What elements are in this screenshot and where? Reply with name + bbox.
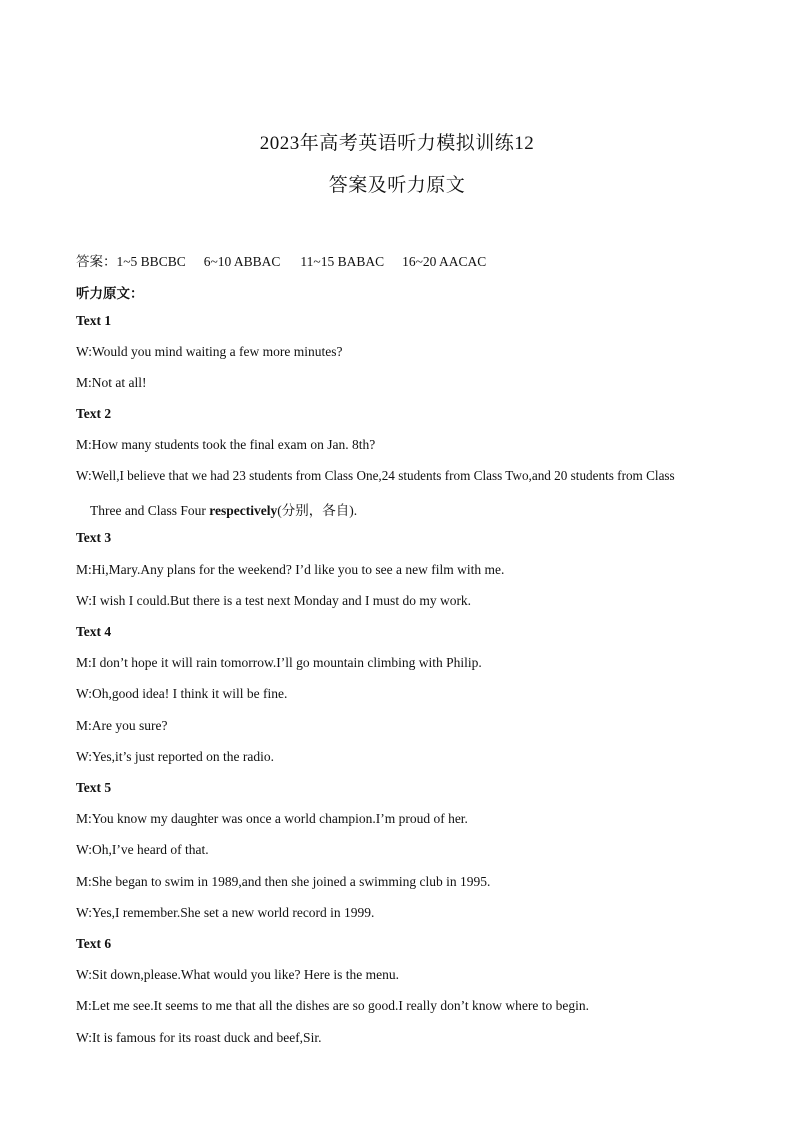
page-title: 2023年高考英语听力模拟训练12 [259,133,535,154]
text-heading: Text 3 [76,530,112,545]
dialogue-continuation [90,499,357,519]
gloss-text: (分别，各自). [277,503,358,518]
answer-label: 答案： [76,254,117,269]
dialogue-line: M:How many students took the final exam on Jan. 8th? [76,437,376,452]
dialogue-line: W:Oh,good idea! I think it will be fine. [76,686,288,701]
highlighted-word: respectively [209,503,278,518]
dialogue-line: M:Not at all! [76,375,147,390]
dialogue-line: W:Well,I believe that we had 23 students from Class One,24 students from Class Two,and 20 students from Class [76,468,675,483]
dialogue-line: W:Yes,it’s just reported on the radio. [76,749,274,764]
dialogue-line: W:Oh,I’ve heard of that. [76,842,209,857]
dialogue-line: M:Are you sure? [76,718,168,733]
answer-key [76,250,486,270]
text-heading: Text 5 [76,780,112,795]
answer-group: 16~20 AACAC [402,254,487,269]
page-subtitle: 答案及听力原文 [328,175,466,196]
answer-group: 6~10 ABBAC [203,254,281,269]
dialogue-line: W:I wish I could.But there is a test next Monday and I must do my work. [76,593,472,608]
continuation-text: Three and Class Four [90,503,210,518]
text-heading: Text 6 [76,936,112,951]
answer-group: 1~5 BBCBC [116,254,186,269]
transcript-label: 听力原文： [76,286,144,301]
text-heading: Text 1 [76,313,112,328]
dialogue-line: M:Let me see.It seems to me that all the dishes are so good.I really don’t know where to begin. [76,998,589,1013]
answer-group: 11~15 BABAC [300,254,385,269]
dialogue-line: W:Would you mind waiting a few more minutes? [76,344,343,359]
dialogue-line: M:You know my daughter was once a world champion.I’m proud of her. [76,811,468,826]
dialogue-line: M:She began to swim in 1989,and then she joined a swimming club in 1995. [76,874,491,889]
dialogue-line: W:Sit down,please.What would you like? Here is the menu. [76,967,400,982]
dialogue-line: W:Yes,I remember.She set a new world record in 1999. [76,905,375,920]
dialogue-line: M:I don’t hope it will rain tomorrow.I’ll go mountain climbing with Philip. [76,655,482,670]
text-heading: Text 2 [76,406,112,421]
text-heading: Text 4 [76,624,112,639]
dialogue-line: W:It is famous for its roast duck and beef,Sir. [76,1030,322,1045]
dialogue-line: M:Hi,Mary.Any plans for the weekend? I’d like you to see a new film with me. [76,562,505,577]
